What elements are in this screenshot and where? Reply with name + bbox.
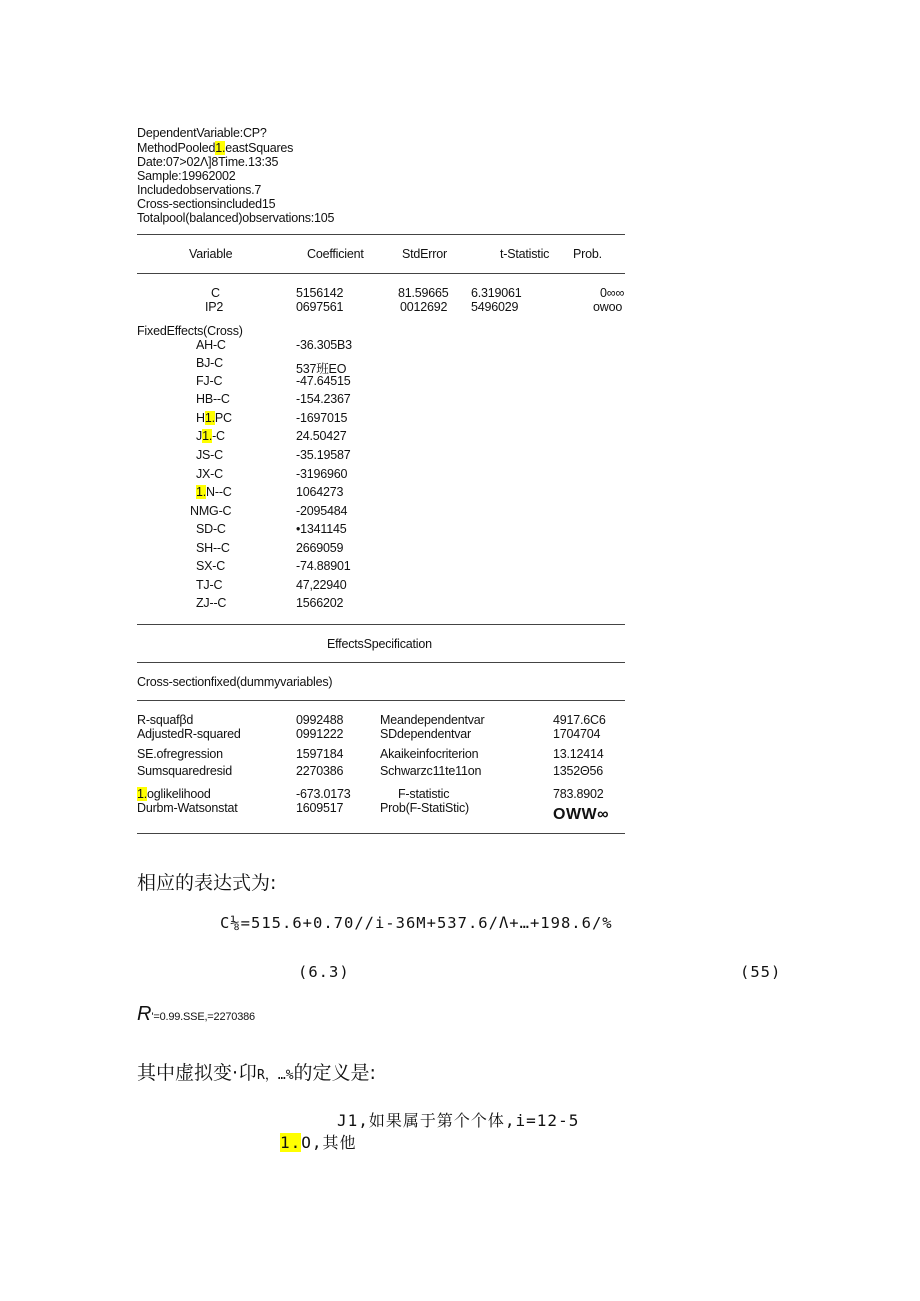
- coef-value: 0697561: [296, 300, 344, 314]
- fixed-effect-label: ZJ--C: [196, 596, 227, 610]
- coef-t-statistic: 5496029: [471, 300, 519, 314]
- fixed-effect-value: -3196960: [296, 467, 348, 481]
- coef-t-statistic: 6.319061: [471, 286, 522, 300]
- fixed-effect-label: J1.-C: [196, 429, 225, 443]
- stat-value-2: 783.8902: [553, 787, 604, 801]
- fixed-effect-label: SH--C: [196, 541, 230, 555]
- col-header-t-statistic: t-Statistic: [500, 247, 550, 261]
- fixed-effects-title: FixedEffects(Cross): [137, 324, 243, 338]
- fixed-effect-value: -74.88901: [296, 559, 351, 573]
- stat-label-2: SDdependentvar: [380, 727, 472, 741]
- coef-prob: 0∞∞: [600, 286, 625, 300]
- date-line: Date:07>02Λ]8Time.13:35: [137, 155, 279, 169]
- dependent-variable-line: DependentVariable:CP?: [137, 126, 267, 140]
- fixed-effect-label: FJ-C: [196, 374, 223, 388]
- fixed-effect-value: 537班EO: [296, 362, 347, 376]
- stat-label: SE.ofregression: [137, 747, 223, 761]
- table-rule-effects-top: [137, 624, 625, 625]
- stat-value-2: 13.12414: [553, 747, 604, 761]
- fixed-effect-value: -1697015: [296, 411, 348, 425]
- r-squared-values: '=0.99.SSE,=2270386: [151, 1011, 255, 1023]
- table-rule-effects-bottom: [137, 662, 625, 663]
- fixed-effect-value: 1566202: [296, 596, 344, 610]
- fixed-effect-label: TJ-C: [196, 578, 223, 592]
- stat-value-2: 4917.6C6: [553, 713, 606, 727]
- stat-value-2: OWW∞: [553, 806, 610, 823]
- fixed-effect-value: 24.50427: [296, 429, 347, 443]
- col-header-prob: Prob.: [573, 247, 602, 261]
- fixed-effect-value: •1341145: [296, 522, 347, 536]
- stat-label: AdjustedR-squared: [137, 727, 241, 741]
- table-rule-header: [137, 273, 625, 274]
- fixed-effect-value: -154.2367: [296, 392, 351, 406]
- stat-label-2: F-statistic: [398, 787, 450, 801]
- col-header-std-error: StdError: [402, 247, 447, 261]
- total-observations-line: Totalpool(balanced)observations:105: [137, 211, 335, 225]
- col-header-coefficient: Coefficient: [307, 247, 364, 261]
- fixed-effect-value: -2095484: [296, 504, 348, 518]
- coef-std-error: 81.59665: [398, 286, 449, 300]
- coef-var: IP2: [205, 300, 224, 314]
- stat-label-2: Schwarzc11te11on: [380, 764, 482, 778]
- coef-std-error: 0012692: [400, 300, 448, 314]
- method-highlight: 1.: [215, 141, 226, 155]
- stat-value: 0992488: [296, 713, 344, 727]
- definition-line-2: 1.O,其他: [280, 1133, 357, 1152]
- stat-value-2: 1704704: [553, 727, 601, 741]
- regression-formula: C⅛=515.6+0.70∕∕i-36M+537.6∕Λ+…+198.6/%: [220, 914, 613, 932]
- stat-value-2: 1352Θ56: [553, 764, 604, 778]
- fixed-effect-value: -47.64515: [296, 374, 351, 388]
- stat-value: -673.0173: [296, 787, 351, 801]
- method-pre: MethodPooled: [137, 141, 216, 155]
- method-line: [137, 141, 293, 155]
- coef-value: 5156142: [296, 286, 344, 300]
- fixed-effect-value: 47,22940: [296, 578, 347, 592]
- coef-var: C: [211, 286, 220, 300]
- fixed-effect-label: JX-C: [196, 467, 223, 481]
- fixed-effect-label: NMG-C: [190, 504, 232, 518]
- fixed-effect-value: 2669059: [296, 541, 344, 555]
- stat-value: 0991222: [296, 727, 344, 741]
- col-header-variable: Variable: [189, 247, 233, 261]
- formula-t-value: (6.3): [298, 963, 350, 981]
- r-squared-line: [137, 1003, 255, 1026]
- fixed-effect-value: -36.305B3: [296, 338, 352, 352]
- method-post: eastSquares: [225, 141, 294, 155]
- stat-label-2: Prob(F-StatiStic): [380, 801, 469, 815]
- table-rule-stats-top: [137, 700, 625, 701]
- sample-line: Sample:19962002: [137, 169, 236, 183]
- expression-heading: 相应的表达式为:: [137, 872, 277, 894]
- cross-section-fixed-label: Cross-sectionfixed(dummyvariables): [137, 675, 333, 689]
- definition-heading: 其中虚拟变·卬R，…%的定义是:: [137, 1062, 376, 1084]
- stat-label: R-squafβd: [137, 713, 194, 727]
- fixed-effect-label: SX-C: [196, 559, 226, 573]
- stat-value: 2270386: [296, 764, 344, 778]
- table-rule-bottom: [137, 833, 625, 834]
- fixed-effect-label: AH-C: [196, 338, 226, 352]
- stat-label: Durbm-Watsonstat: [137, 801, 238, 815]
- definition-line-1: J1,如果属于第个个体,i=12-5: [337, 1111, 580, 1130]
- fixed-effect-value: 1064273: [296, 485, 344, 499]
- fixed-effect-label: HB--C: [196, 392, 230, 406]
- stat-label: Sumsquaredresid: [137, 764, 232, 778]
- fixed-effect-label: SD-C: [196, 522, 226, 536]
- stat-value: 1597184: [296, 747, 344, 761]
- stat-value: 1609517: [296, 801, 344, 815]
- effects-specification-title: EffectsSpecification: [327, 637, 432, 651]
- stat-label-2: Akaikeinfocriterion: [380, 747, 479, 761]
- fixed-effect-label: BJ-C: [196, 356, 223, 370]
- fixed-effect-label: 1.N--C: [196, 485, 232, 499]
- fixed-effect-value: -35.19587: [296, 448, 351, 462]
- stat-label: 1.oglikelihood: [137, 787, 211, 801]
- table-rule-top: [137, 234, 625, 235]
- fixed-effect-label: H1.PC: [196, 411, 232, 425]
- r-symbol: R: [137, 1003, 152, 1025]
- included-observations-line: Includedobservations.7: [137, 183, 262, 197]
- fixed-effect-label: JS-C: [196, 448, 223, 462]
- equation-number: (55): [740, 963, 782, 981]
- cross-sections-line: Cross-sectionsincluded15: [137, 197, 276, 211]
- coef-prob: owoo: [593, 300, 623, 314]
- stat-label-2: Meandependentvar: [380, 713, 485, 727]
